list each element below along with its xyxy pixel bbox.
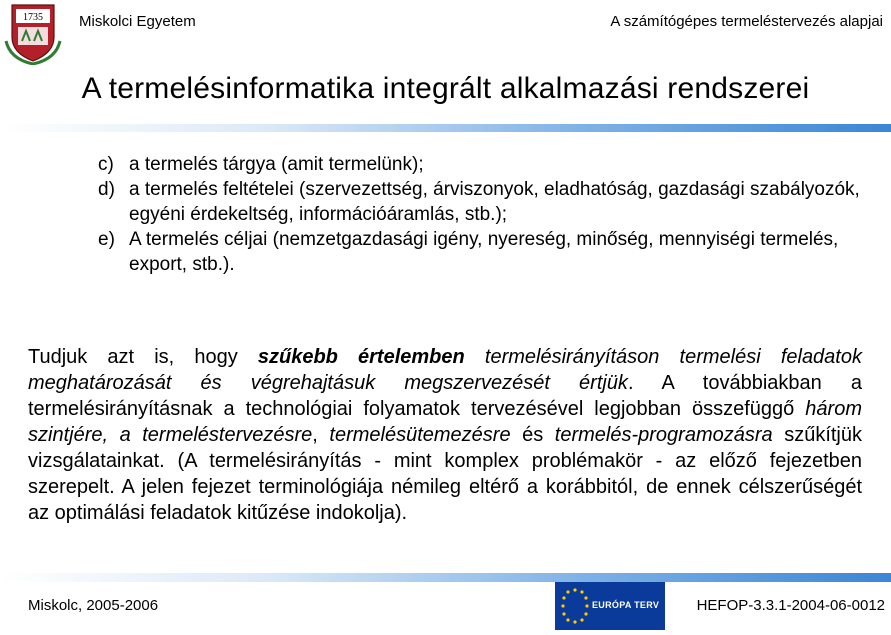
list-item-text: a termelés feltételei (szervezettség, árviszonyok, eladhatóság, gazdasági szabályozók, egyéni érdekeltség, információáramlás, stb.); [129, 179, 860, 225]
europa-terv-logo [555, 582, 665, 630]
list-marker: e) [98, 229, 115, 250]
para-text: . A továbbiakban a termelésirányításnak a technológiai folyamatok tervezésével legjobban összefüggő [28, 372, 862, 420]
para-italic: termelésütemezésre [329, 424, 511, 446]
para-italic: termelési feladatok meghatározását és végrehajtásuk megszervezését értjük [28, 346, 862, 394]
para-emphasis-bold: szűkebb értelemben [257, 346, 465, 368]
para-text: , [312, 424, 330, 446]
footer-project-code: HEFOP-3.3.1-2004-06-0012 [696, 597, 885, 614]
eu-label: EURÓPA TERV [592, 600, 660, 610]
slide-title: A termelésinformatika integrált alkalmazási rendszerei [81, 72, 810, 105]
body-paragraph [28, 344, 862, 526]
top-divider-bar [0, 124, 891, 132]
list-item-text: a termelés tárgya (amit termelünk); [129, 154, 424, 175]
list-marker: d) [98, 179, 115, 200]
list-item [98, 152, 878, 177]
para-text: szűkítjük vizsgálatainkat. (A termelésirányítás - mint komplex problémakör - az előző fejezetben szerepelt. A jelen fejezet terminológiája némileg eltérő a korábbitól, de ennek célszerűségét az optimálási feladatok kitűzése indokolja). [28, 424, 862, 524]
list-item [98, 227, 878, 277]
para-text: és [510, 424, 555, 446]
course-name: A számítógépes termeléstervezés alapjai [610, 13, 883, 30]
para-text: Tudjuk azt is, hogy [28, 346, 258, 368]
para-italic: termelés-programozásra [554, 424, 773, 446]
conditions-list [98, 152, 878, 277]
eu-stars-icon [555, 582, 595, 630]
bottom-divider-bar [0, 573, 891, 582]
university-crest-logo [4, 1, 62, 65]
footer-place-year: Miskolc, 2005-2006 [28, 597, 159, 614]
logo-text: 1735 [23, 12, 43, 23]
list-item-text: A termelés céljai (nemzetgazdasági igény, nyereség, minőség, mennyiségi termelés, export, stb.). [129, 229, 839, 275]
institution-name: Miskolci Egyetem [79, 13, 196, 30]
list-marker: c) [98, 154, 114, 175]
para-italic: három szintjére, a termeléstervezésre [28, 398, 862, 446]
list-item [98, 177, 878, 227]
para-italic: termelésirányításon [464, 346, 680, 368]
